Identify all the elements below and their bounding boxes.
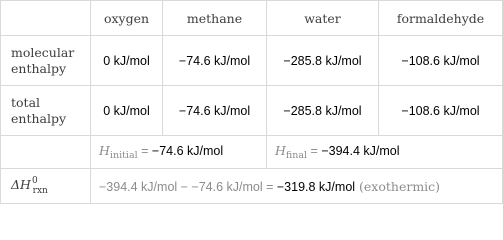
initial-value: −74.6 kJ/mol xyxy=(151,144,224,158)
table-row-reaction-enthalpy xyxy=(1,169,503,204)
table-row-initial-final xyxy=(1,136,503,169)
row-label-line2: enthalpy xyxy=(11,60,67,76)
reaction-expression: −394.4 kJ/mol − −74.6 kJ/mol = xyxy=(99,179,277,194)
reaction-enthalpy-label xyxy=(1,169,91,204)
row-label-total-enthalpy xyxy=(1,86,91,136)
reaction-result: −319.8 kJ/mol xyxy=(276,179,356,194)
column-header-water: water xyxy=(267,1,379,36)
value-cell-methane: −74.6 kJ/mol xyxy=(163,36,267,86)
delta-h-superscript: 0 xyxy=(31,176,38,186)
table-row-molecular-enthalpy xyxy=(1,36,503,86)
initial-equals: = xyxy=(137,144,152,158)
row-label-line1: molecular xyxy=(11,44,75,60)
value-cell-formaldehyde: −108.6 kJ/mol xyxy=(379,36,503,86)
reaction-note: (exothermic) xyxy=(355,178,441,194)
initial-enthalpy-cell xyxy=(91,136,267,169)
value-cell-oxygen: 0 kJ/mol xyxy=(91,86,163,136)
final-subscript: final xyxy=(285,150,308,161)
row-label-line1: total xyxy=(11,94,41,110)
delta-h-subscript: rxn xyxy=(32,186,48,196)
final-enthalpy-cell xyxy=(267,136,503,169)
corner-cell xyxy=(1,1,91,36)
value-cell-water: −285.8 kJ/mol xyxy=(267,86,379,136)
table-row-total-enthalpy xyxy=(1,86,503,136)
value-cell-formaldehyde: −108.6 kJ/mol xyxy=(379,86,503,136)
delta-h-symbol xyxy=(11,176,48,196)
value-cell-water: −285.8 kJ/mol xyxy=(267,36,379,86)
final-symbol: H xyxy=(275,143,286,158)
column-header-formaldehyde: formaldehyde xyxy=(379,1,503,36)
empty-label-cell xyxy=(1,136,91,169)
header-row xyxy=(1,1,503,36)
value-cell-methane: −74.6 kJ/mol xyxy=(163,86,267,136)
column-header-oxygen: oxygen xyxy=(91,1,163,36)
delta-h-text: ΔH xyxy=(11,177,31,192)
row-label-line2: enthalpy xyxy=(11,110,67,126)
initial-symbol: H xyxy=(99,143,110,158)
row-label-molecular-enthalpy xyxy=(1,36,91,86)
final-value: −394.4 kJ/mol xyxy=(321,144,400,158)
reaction-enthalpy-cell xyxy=(91,169,503,204)
initial-subscript: initial xyxy=(109,150,138,161)
column-header-methane: methane xyxy=(163,1,267,36)
value-cell-oxygen: 0 kJ/mol xyxy=(91,36,163,86)
final-equals: = xyxy=(307,144,322,158)
